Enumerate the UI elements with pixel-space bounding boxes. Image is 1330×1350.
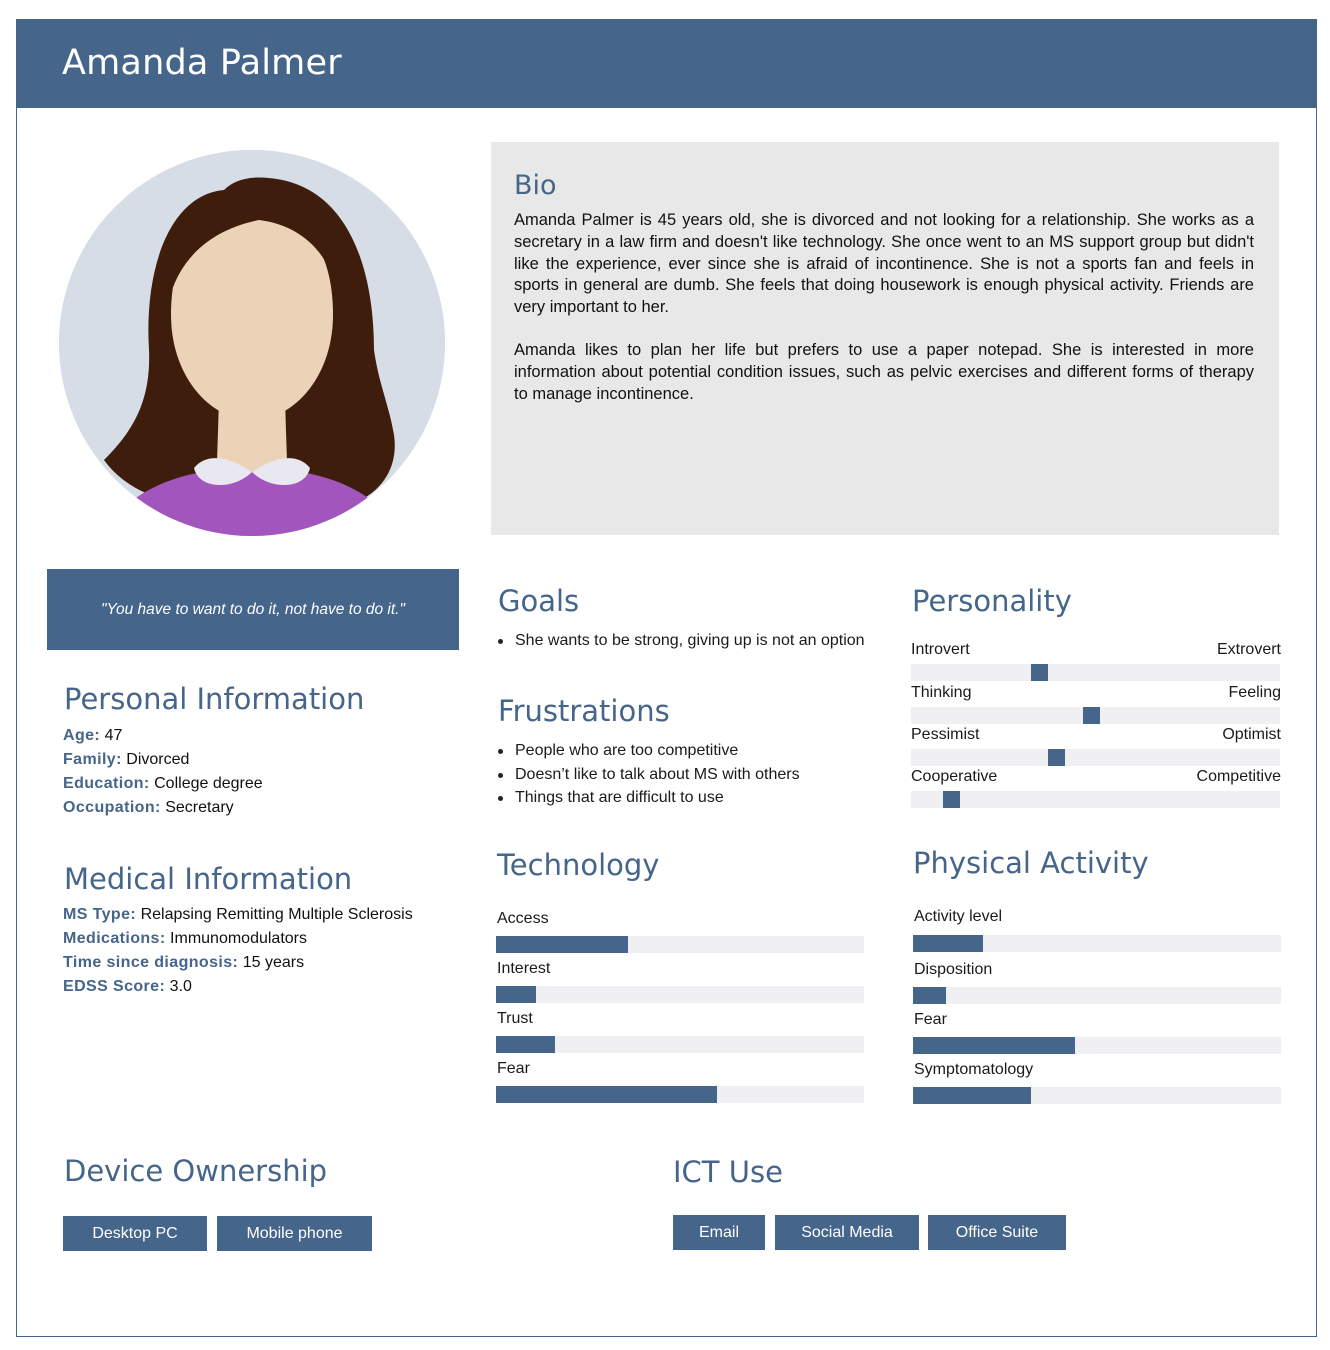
trait-right-label: Extrovert [1216,641,1281,658]
physical-activity-title: Physical Activity [913,846,1149,880]
persona-name: Amanda Palmer [62,43,342,83]
trait-scale [911,664,1280,681]
info-value: Immunomodulators [170,930,307,947]
info-key: Time since diagnosis: [63,954,239,971]
personal-info-list [63,724,263,820]
info-value: Divorced [126,751,190,768]
info-row-medications [63,927,413,951]
bar-fill [913,1037,1075,1054]
goal-item: She wants to be strong, giving up is not an option [497,629,865,653]
physical-bar-label: Symptomatology [914,1061,1034,1078]
info-row-education [63,772,263,796]
technology-bar [496,1086,864,1103]
info-key: Age: [63,727,101,744]
avatar-illustration [59,150,445,536]
technology-bar [496,986,864,1003]
trait-right-label: Competitive [1196,768,1281,785]
medical-info-title: Medical Information [64,862,353,896]
physical-bar [913,1037,1281,1054]
info-key: EDSS Score: [63,978,166,995]
info-value: 15 years [242,954,305,971]
bio-title: Bio [514,170,557,201]
info-row-time-since-diagnosis [63,951,413,975]
info-key: MS Type: [63,906,137,923]
device-ownership-title: Device Ownership [64,1154,328,1188]
trait-scale [911,791,1280,808]
bar-fill [496,1086,717,1103]
persona-quote: "You have to want to do it, not have to do it." [47,569,459,650]
ict-tag-social-media: Social Media [775,1215,919,1250]
physical-bar [913,987,1281,1004]
physical-bar-label: Activity level [914,908,1003,925]
info-key: Medications: [63,930,166,947]
technology-bar-label: Fear [497,1060,530,1077]
physical-bar-label: Fear [914,1011,947,1028]
frustration-item: Things that are difficult to use [497,786,800,810]
trait-right-label: Feeling [1228,684,1281,701]
ict-tag-office-suite: Office Suite [928,1215,1066,1250]
trait-marker [943,791,960,808]
bar-fill [913,935,983,952]
trait-marker [1031,664,1048,681]
trait-scale [911,707,1280,724]
trait-left-label: Introvert [911,641,970,658]
ict-use-title: ICT Use [673,1155,783,1189]
frustration-item: Doesn’t like to talk about MS with others [497,763,800,787]
info-value: Relapsing Remitting Multiple Sclerosis [140,906,413,923]
trait-labels [911,641,1281,661]
technology-bar-label: Interest [497,960,551,977]
info-key: Education: [63,775,150,792]
trait-left-label: Pessimist [911,726,980,743]
physical-bar [913,1087,1281,1104]
device-tag-mobile-phone: Mobile phone [217,1216,372,1251]
trait-labels [911,768,1281,788]
bar-fill [913,1087,1031,1104]
trait-labels [911,726,1281,746]
trait-left-label: Cooperative [911,768,998,785]
frustrations-list [497,739,800,810]
trait-marker [1048,749,1065,766]
goals-list [497,629,865,653]
info-row-family [63,748,263,772]
info-key: Occupation: [63,799,161,816]
info-row-age [63,724,263,748]
info-value: 3.0 [169,978,192,995]
technology-bar-label: Access [497,910,549,927]
bar-fill [496,986,536,1003]
device-tag-desktop-pc: Desktop PC [63,1216,207,1251]
technology-title: Technology [497,848,660,882]
goals-title: Goals [498,584,580,618]
avatar [59,150,445,536]
bio-panel [491,142,1279,535]
physical-bar [913,935,1281,952]
technology-bar [496,1036,864,1053]
trait-marker [1083,707,1100,724]
trait-scale [911,749,1280,766]
frustration-item: People who are too competitive [497,739,800,763]
bar-fill [496,936,628,953]
bar-fill [913,987,946,1004]
info-value: College degree [154,775,263,792]
info-row-ms-type [63,903,413,927]
bio-paragraph: Amanda Palmer is 45 years old, she is divorced and not looking for a relationship. She works as a secretary in a law firm and doesn't like technology. She once went to an MS support group but didn't like the experience, ever since she is afraid of incontinence. She is not a sports fan and feels in sports in general are dumb. She feels that doing housework is enough physical activity. Friends are very important to her. [514,211,1254,317]
info-value: 47 [104,727,123,744]
trait-left-label: Thinking [911,684,972,701]
bio-paragraph: Amanda likes to plan her life but prefers to use a paper notepad. She is interested in more information about potential condition issues, such as pelvic exercises and different forms of therapy to manage incontinence. [514,341,1254,403]
bar-fill [496,1036,555,1053]
info-row-edss-score [63,975,413,999]
trait-labels [911,684,1281,704]
info-row-occupation [63,796,263,820]
personal-info-title: Personal Information [64,682,365,716]
header-bar [16,19,1317,108]
technology-bar [496,936,864,953]
trait-right-label: Optimist [1222,726,1281,743]
personality-title: Personality [912,584,1072,618]
physical-bar-label: Disposition [914,961,993,978]
info-key: Family: [63,751,122,768]
technology-bar-label: Trust [497,1010,533,1027]
info-value: Secretary [165,799,234,816]
frustrations-title: Frustrations [498,694,670,728]
medical-info-list [63,903,413,999]
ict-tag-email: Email [673,1215,765,1250]
